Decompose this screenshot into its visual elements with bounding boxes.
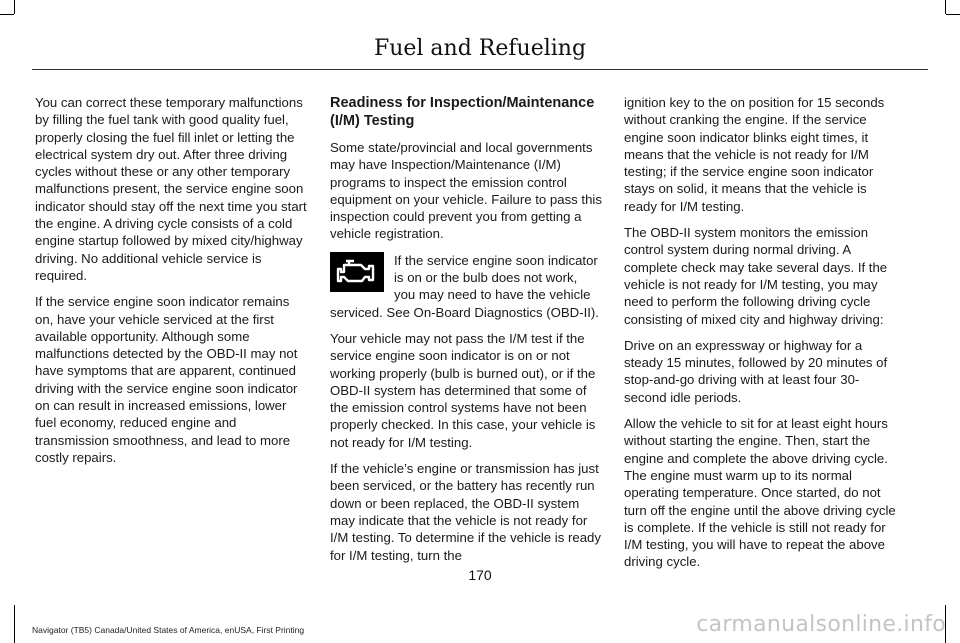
paragraph: If the vehicle’s engine or transmission has just been serviced, or the battery has recently run down or been replaced, the OBD-II system may indicate that the vehicle is not ready for I/M testing. To determine if the vehicle is ready for I/M testing, turn the [330,461,601,563]
column-1 [35,94,307,475]
check-engine-icon [330,252,384,292]
paragraph: If the service engine soon indicator remains on, have your vehicle serviced at the first available opportunity. Although some malfunctions detected by the OBD-II may not have symptoms that are apparent, continued driving with the service engine soon indicator on can result in increased emissions, lower fuel economy, reduced engine and transmission smoothness, and lead to more costly repairs. [35,294,298,465]
page-number: 170 [468,567,492,583]
footer-text: Navigator (TB5) Canada/United States of America, enUSA, First Printing [32,625,305,635]
paragraph: You can correct these temporary malfunctions by filling the fuel tank with good quality fuel, properly closing the fuel fill inlet or letting the electrical system dry out. After three driving cycles without these or any other temporary malfunctions present, the service engine soon indicator should stay off the next time you start the engine. A driving cycle consists of a cold engine startup followed by mixed city/highway driving. No additional vehicle service is required. [35,95,307,283]
column-2 [330,94,602,573]
crop-mark-top-left-v [14,0,15,14]
section-heading: Readiness for Inspection/Maintenance (I/M) Testing [330,95,595,129]
paragraph: The OBD-II system monitors the emission control system during normal driving. A complete check may take several days. If the vehicle is not ready for I/M testing, you may need to perform the following driving cycle consisting of mixed city and highway driving: [624,225,888,327]
crop-mark-bottom-left-v [14,605,15,643]
indicator-note [330,252,602,330]
page-title: Fuel and Refueling [373,36,587,61]
paragraph: Some state/provincial and local governments may have Inspection/Maintenance (I/M) programs to inspect the emission control equipment on your vehicle. Failure to pass this inspection could prevent you from getting a vehicle registration. [330,140,602,242]
header-rule [32,69,928,70]
paragraph: ignition key to the on position for 15 seconds without cranking the engine. If the service engine soon indicator blinks eight times, it means that the vehicle is not ready for I/M testing; if the service engine soon indicator stays on solid, it means that the vehicle is ready for I/M testing. [624,95,885,214]
paragraph: Allow the vehicle to sit for at least eight hours without starting the engine. Then, start the engine and complete the above driving cycle. The engine must warm up to its normal operating temperature. Once started, do not turn off the engine until the above driving cycle is complete. If the vehicle is still not ready for I/M testing, you will have to repeat the above driving cycle. [624,416,896,570]
paragraph: If the service engine soon indicator is on or the bulb does not work, you may need to have the vehicle serviced. See On-Board Diagnostics (OBD-II). [330,252,599,320]
paragraph: Your vehicle may not pass the I/M test if the service engine soon indicator is on or not working properly (bulb is burned out), or if the OBD-II system has determined that some of the emission control systems have not been properly checked. In this case, your vehicle is not ready for I/M testing. [330,330,596,450]
crop-mark-top-right-h [946,14,960,15]
crop-mark-top-left-h [0,14,14,15]
watermark[interactable]: carmanualsonline.info [696,612,946,637]
crop-mark-top-right-v [945,0,946,14]
column-3 [624,94,896,580]
paragraph: Drive on an expressway or highway for a steady 15 minutes, followed by 20 minutes of stop-and-go driving with at least four 30-second idle periods. [624,337,888,405]
